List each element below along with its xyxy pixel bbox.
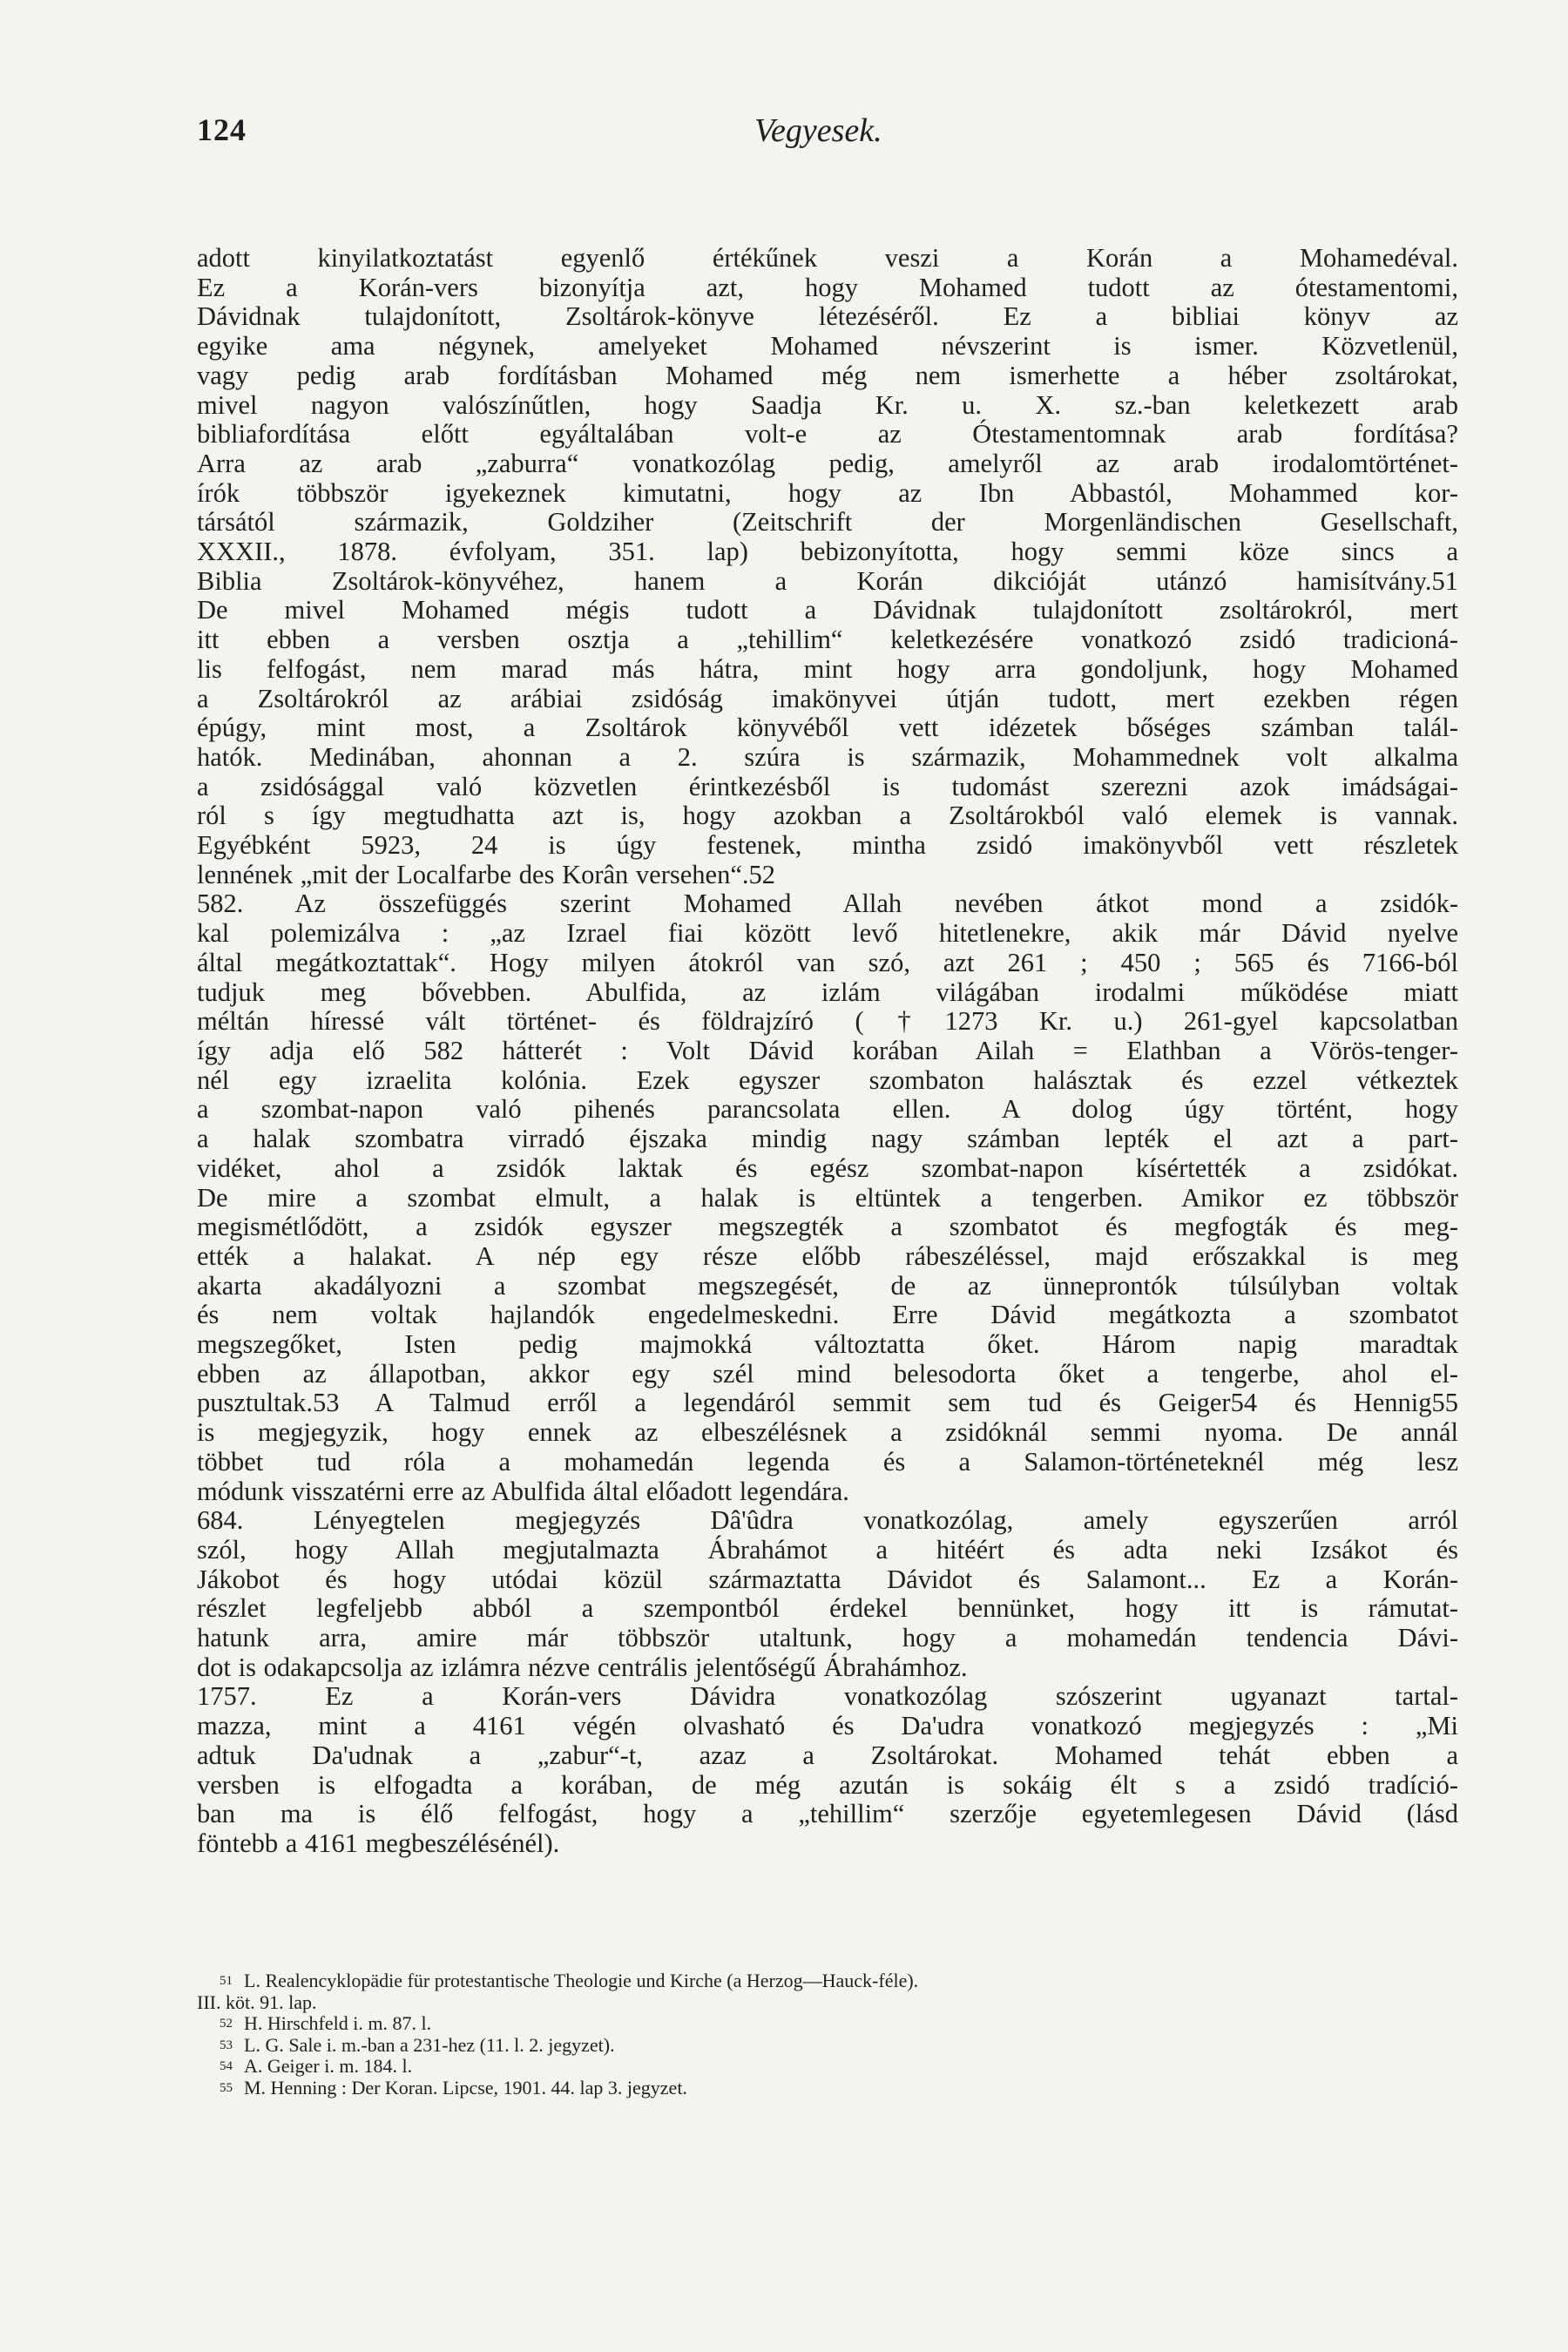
text-line: vidéket, ahol a zsidók laktak és egész szombat-napon kísértették a zsidókat. — [197, 1152, 1458, 1183]
footnote — [197, 2078, 1458, 2099]
body-text — [197, 244, 1458, 1859]
running-head: Vegyesek. — [754, 112, 882, 149]
footnote — [197, 1970, 1458, 1992]
text-line: a Zsoltárokról az arábiai zsidóság imakönyvei útján tudott, mert ezekben régen — [197, 683, 1458, 713]
text-line: hatunk arra, amire már többször utaltunk, hogy a mohamedán tendencia Dávi- — [197, 1623, 1458, 1653]
text-line: többet tud róla a mohamedán legenda és a Salamon-történeteknél még lesz — [197, 1446, 1458, 1477]
text-line: mivel nagyon valószínűtlen, hogy Saadja Kr. u. X. sz.-ban keletkezett arab — [197, 389, 1458, 420]
footnote-number: 51 — [220, 1974, 233, 1988]
footnote-number: 52 — [220, 2017, 233, 2031]
text-line: a halak szombatra virradó éjszaka mindig nagy számban lepték el azt a part- — [197, 1124, 1458, 1154]
footnote — [197, 2035, 1458, 2057]
text-line: vagy pedig arab fordításban Mohamed még nem ismerhette a héber zsoltárokat, — [197, 360, 1458, 390]
text-line: versben is elfogadta a korában, de még azután is sokáig élt s a zsidó tradíció- — [197, 1769, 1458, 1800]
text-line: bibliafordítása előtt egyáltalában volt-e az Ótestamentomnak arab fordítása? — [197, 419, 1458, 449]
text-line: itt ebben a versben osztja a „tehillim“ keletkezésére vonatkozó zsidó tradicioná- — [197, 625, 1458, 655]
text-line: adott kinyilatkoztatást egyenlő értékűnek veszi a Korán a Mohamedéval. — [197, 243, 1458, 273]
text-line: hatók. Medinában, ahonnan a 2. szúra is származik, Mohammednek volt alkalma — [197, 741, 1458, 772]
page-number: 124 — [197, 112, 247, 147]
text-line: ban ma is élő felfogást, hogy a „tehillim“ szerzője egyetemlegesen Dávid (lásd — [197, 1799, 1458, 1829]
page-header — [197, 112, 1458, 155]
text-line: a zsidósággal való közvetlen érintkezésből is tudomást szerezni azok imádságai- — [197, 771, 1458, 801]
footnote-text: L. Realencyklopädie für protestantische Theologie und Kirche (a Herzog—Hauck-féle). — [244, 1970, 919, 1991]
footnote-number: 53 — [220, 2038, 233, 2052]
text-line: 582. Az összefüggés szerint Mohamed Allah nevében átkot mond a zsidók- — [197, 889, 1458, 919]
text-line: egyike ama négynek, amelyeket Mohamed névszerint is ismer. Közvetlenül, — [197, 331, 1458, 362]
text-line: lis felfogást, nem marad más hátra, mint hogy arra gondoljunk, hogy Mohamed — [197, 653, 1458, 684]
text-line: nél egy izraelita kolónia. Ezek egyszer szombaton halásztak és ezzel vétkeztek — [197, 1064, 1458, 1095]
text-line: Arra az arab „zaburra“ vonatkozólag pedig, amelyről az arab irodalomtörténet- — [197, 448, 1458, 478]
text-line: megismétlődött, a zsidók egyszer megszegték a szombatot és megfogták és meg- — [197, 1212, 1458, 1242]
footnote-text: A. Geiger i. m. 184. l. — [244, 2055, 413, 2077]
text-line: ról s így megtudhatta azt is, hogy azokban a Zsoltárokból való elemek is vannak. — [197, 801, 1458, 831]
text-line: De mire a szombat elmult, a halak is eltüntek a tengerben. Amikor ez többször — [197, 1182, 1458, 1213]
text-line: a szombat-napon való pihenés parancsolata ellen. A dolog úgy történt, hogy — [197, 1094, 1458, 1125]
text-line: Jákobot és hogy utódai közül származtatta Dávidot és Salamont... Ez a Korán- — [197, 1564, 1458, 1594]
footnote-text: M. Henning : Der Koran. Lipcse, 1901. 44. lap 3. jegyzet. — [244, 2076, 687, 2099]
text-line: ebben az állapotban, akkor egy szél mind belesodorta őket a tengerbe, ahol el- — [197, 1358, 1458, 1389]
text-line: társától származik, Goldziher (Zeitschrift der Morgenländischen Gesellschaft, — [197, 507, 1458, 537]
text-line: tudjuk meg bővebben. Abulfida, az izlám világában irodalmi működése miatt — [197, 977, 1458, 1007]
text-line: írók többször igyekeznek kimutatni, hogy az Ibn Abbastól, Mohammed kor- — [197, 477, 1458, 508]
text-line: ették a halakat. A nép egy része előbb rábeszéléssel, majd erőszakkal is meg — [197, 1240, 1458, 1271]
text-line: méltán híressé vált történet- és földrajzíró (†1273 Kr. u.) 261-gyel kapcsolatban — [197, 1006, 1458, 1037]
footnote-text: H. Hirschfeld i. m. 87. l. — [244, 2012, 432, 2034]
footnote-text: L. G. Sale i. m.-ban a 231-hez (11. l. 2. jegyzet). — [244, 2033, 615, 2056]
text-line: Biblia Zsoltárok-könyvéhez, hanem a Korán dikcióját utánzó hamisítvány.51 — [197, 565, 1458, 596]
text-line: föntebb a 4161 megbeszélésénél). — [197, 1828, 560, 1858]
text-line: mazza, mint a 4161 végén olvasható és Da'udra vonatkozó megjegyzés : „Mi — [197, 1711, 1458, 1741]
footnote — [197, 2056, 1458, 2078]
text-line: és nem voltak hajlandók engedelmeskedni. Erre Dávid megátkozta a szombatot — [197, 1300, 1458, 1330]
text-line: 684. Lényegtelen megjegyzés Dâ'ûdra vonatkozólag, amely egyszerűen arról — [197, 1505, 1458, 1536]
text-line: XXXII., 1878. évfolyam, 351. lap) bebizonyította, hogy semmi köze sincs a — [197, 537, 1458, 567]
footnote — [197, 2013, 1458, 2035]
text-line: pusztultak.53 A Talmud erről a legendáról semmit sem tud és Geiger54 és Hennig55 — [197, 1388, 1458, 1418]
text-line: szól, hogy Allah megjutalmazta Ábrahámot a hitéért és adta neki Izsákot és — [197, 1534, 1458, 1565]
text-line: Dávidnak tulajdonított, Zsoltárok-könyve létezéséről. Ez a bibliai könyv az — [197, 301, 1458, 332]
text-line: lennének „mit der Localfarbe des Korân versehen“.52 — [197, 859, 775, 889]
text-line: így adja elő 582 hátterét : Volt Dávid korában Ailah = Elathban a Vörös-tenger- — [197, 1035, 1458, 1065]
text-line: is megjegyzik, hogy ennek az elbeszélésnek a zsidóknál semmi nyoma. De annál — [197, 1417, 1458, 1448]
text-line: részlet legfeljebb abból a szempontból érdekel bennünket, hogy itt is rámutat- — [197, 1593, 1458, 1624]
text-line: akarta akadályozni a szombat megszegését, de az ünneprontók túlsúlyban voltak — [197, 1270, 1458, 1301]
text-line: által megátkoztattak“. Hogy milyen átokról van szó, azt 261 ; 450 ; 565 és 7166-ból — [197, 947, 1458, 977]
text-line: adtuk Da'udnak a „zabur“-t, azaz a Zsoltárokat. Mohamed tehát ebben a — [197, 1740, 1458, 1770]
text-line: De mivel Mohamed mégis tudott a Dávidnak tulajdonított zsoltárokról, mert — [197, 595, 1458, 625]
text-line: Ez a Korán-vers bizonyítja azt, hogy Mohamed tudott az ótestamentomi, — [197, 272, 1458, 302]
footnotes — [197, 1970, 1458, 2099]
text-line: kal polemizálva : „az Izrael fiai között levő hitetlenekre, akik már Dávid nyelve — [197, 918, 1458, 949]
text-line: Egyébként 5923, 24 is úgy festenek, mintha zsidó imakönyvből vett részletek — [197, 830, 1458, 861]
text-line: épúgy, mint most, a Zsoltárok könyvéből vett idézetek bőséges számban talál- — [197, 713, 1458, 743]
footnote-number: 55 — [220, 2080, 233, 2095]
text-line: 1757. Ez a Korán-vers Dávidra vonatkozólag szószerint ugyanazt tartal- — [197, 1681, 1458, 1712]
text-line: módunk visszatérni erre az Abulfida által előadott legendára. — [197, 1476, 849, 1506]
text-line: megszegőket, Isten pedig majmokká változtatta őket. Három napig maradtak — [197, 1329, 1458, 1360]
text-line: dot is odakapcsolja az izlámra nézve centrális jelentőségű Ábrahámhoz. — [197, 1652, 968, 1682]
footnote-number: 54 — [220, 2059, 233, 2073]
footnote-continuation: III. köt. 91. lap. — [197, 1990, 317, 2013]
